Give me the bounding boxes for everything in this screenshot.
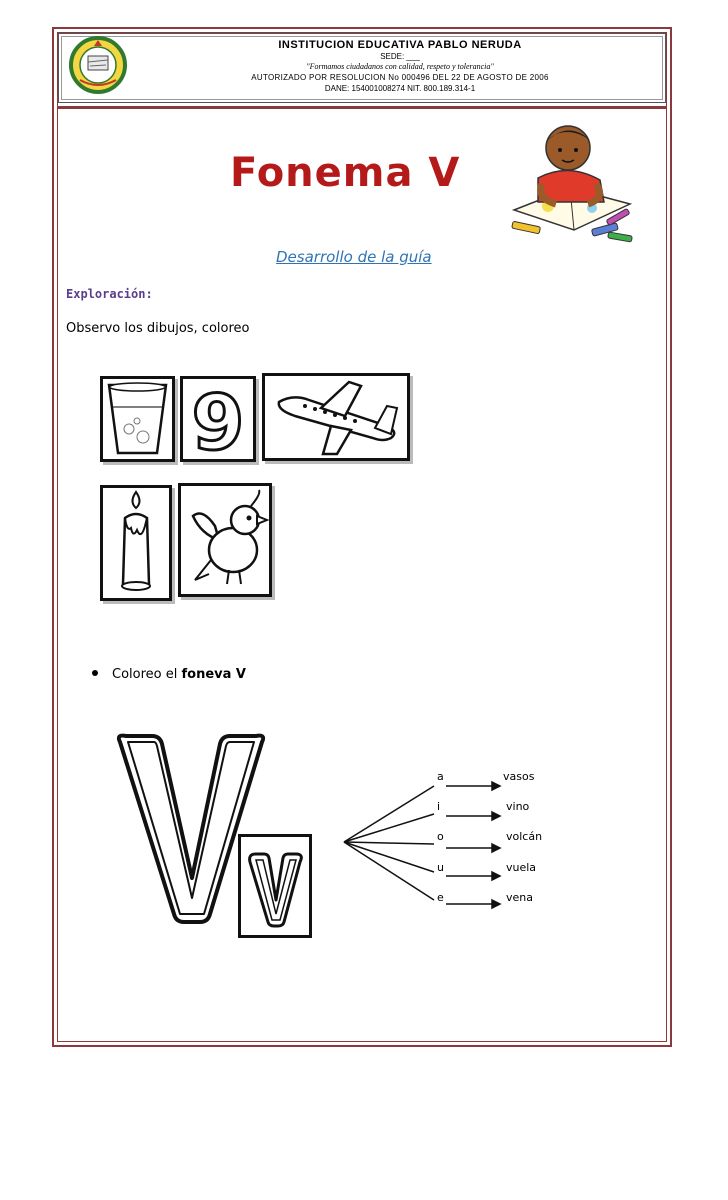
school-resolution: AUTORIZADO POR RESOLUCION No 000496 DEL 22 DE AGOSTO DE 2006: [251, 73, 549, 82]
airplane-icon: [265, 376, 407, 458]
child-drawing-illustration: [508, 118, 638, 246]
instruction-text: Observo los dibujos, coloreo: [66, 321, 250, 336]
picture-bird: [178, 483, 272, 597]
bullet-bold-text: foneva V: [181, 667, 246, 682]
small-letter-v-box: [238, 834, 312, 938]
header-divider: [58, 106, 666, 109]
picture-candle: [100, 485, 172, 601]
word-volcan: volcán: [506, 830, 543, 843]
svg-text:9: 9: [191, 379, 245, 459]
school-sede: SEDE: ___: [380, 52, 420, 61]
word-vasos: vasos: [503, 770, 535, 783]
school-logo-icon: [66, 36, 130, 94]
vowel-e: e: [437, 891, 444, 904]
page-title: Fonema V: [230, 150, 461, 196]
word-vena: vena: [506, 891, 533, 904]
section-label-exploracion: Exploración:: [66, 287, 153, 301]
bird-icon: [181, 486, 269, 594]
picture-airplane: [262, 373, 410, 461]
vowel-a: a: [437, 770, 444, 783]
school-motto: "Formamos ciudadanos con calidad, respeto y tolerancia": [306, 62, 494, 71]
guide-subtitle: Desarrollo de la guía: [276, 248, 432, 266]
vowel-o: o: [437, 830, 444, 843]
glass-icon: [103, 379, 172, 459]
word-vino: vino: [506, 800, 530, 813]
vowel-i: i: [437, 800, 441, 813]
bullet-text: Coloreo el: [112, 667, 182, 682]
number-nine-icon: [183, 379, 253, 459]
picture-number-nine: [180, 376, 256, 462]
coloring-instruction-bullet: [92, 667, 246, 682]
bullet-dot-icon: [92, 670, 98, 676]
school-name: INSTITUCION EDUCATIVA PABLO NERUDA: [278, 39, 522, 51]
school-dane: DANE: 154001008274 NIT. 800.189.314-1: [324, 84, 476, 93]
word-vuela: vuela: [506, 861, 537, 874]
candle-icon: [103, 488, 169, 598]
picture-glass-of-water: [100, 376, 175, 462]
vowel-u: u: [437, 861, 444, 874]
